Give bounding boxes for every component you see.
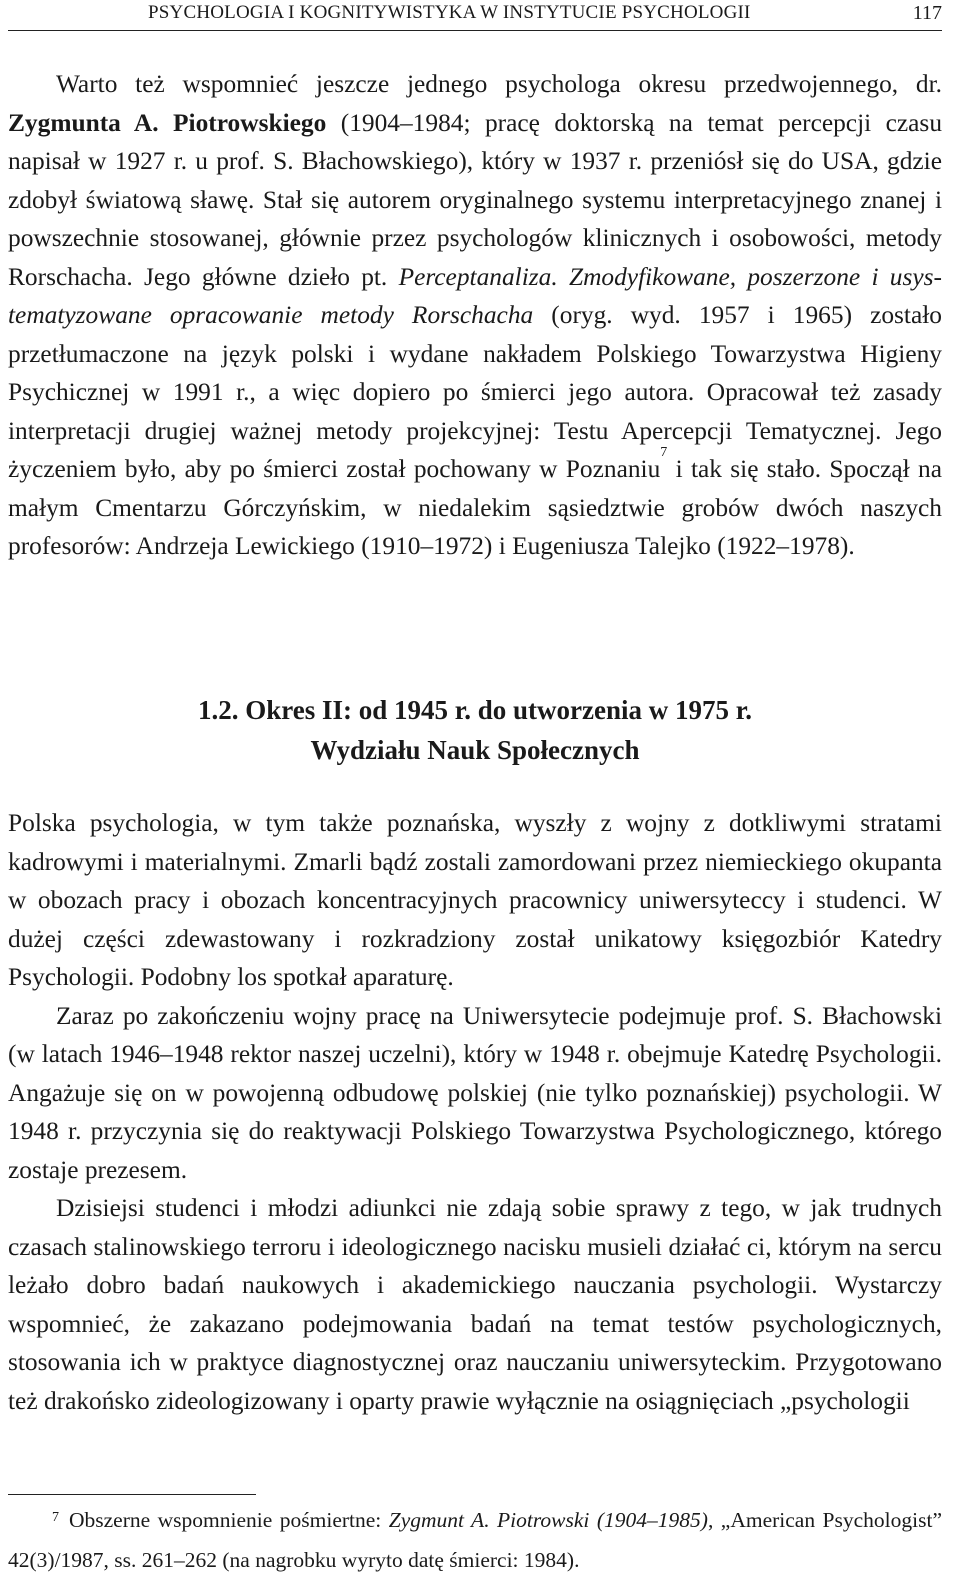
section-heading: [8, 690, 942, 770]
italic-title: Zygmunt A. Piotrowski (1904–1985): [388, 1508, 708, 1532]
running-title: PSYCHOLOGIA I KOGNITYWISTYKA W INSTYTUCIE PSYCHOLOGII: [148, 2, 751, 23]
section-body: [8, 804, 942, 1420]
body-paragraph-piotrowski: [8, 65, 942, 566]
footnote: [8, 1502, 942, 1578]
text-run: (1904–1984; pracę doktorską na temat percepcji czasu napisał w 1927 r. u prof. S. Błachowskiego), który w 1937 r. przeniósł się do USA, gdzie zdobył światową sławę. Stał się autorem oryginalnego systemu interpretacyjnego znanej i powszechnie stosowanej, głównie przez psychologów klinicznych i osobowości, metody Rorschacha. Jego główne dzieło pt.: [8, 108, 943, 291]
footnote-reference: 7: [660, 445, 668, 460]
text-run: Obszerne wspomnienie pośmiertne:: [69, 1508, 389, 1532]
footnote-separator: [8, 1494, 256, 1495]
text-run: i tak się stało. Spoczął na małym Cmentarzu Górczyńskim, w niedalekim sąsiedztwie grobów dwóch naszych profesorów: Andrzeja Lewickiego (1910–1972) i Eugeniusza Talejko (1922–1978).: [8, 455, 942, 560]
bold-name: Zygmunta A. Piotrowskiego: [8, 108, 327, 137]
section-heading-line: Wydziału Nauk Społecznych: [310, 735, 640, 765]
text-run: , „American Psychologist” 42(3)/1987, ss. 261–262 (na nagrobku wyryto datę śmierci: 1984).: [8, 1508, 942, 1572]
paragraph: Zaraz po zakończeniu wojny pracę na Uniwersytecie podejmuje prof. S. Błachowski (w latach 1946–1948 rektor naszej uczelni), który w 1948 r. obejmuje Katedrę Psychologii. Angażuje się on w powojenną odbudowę polskiej (nie tylko poznańskiej) psychologii. W 1948 r. przyczynia się do reaktywacji Polskiego Towarzystwa Psychologicznego, którego zostaje prezesem.: [8, 1001, 942, 1184]
paragraph: Polska psychologia, w tym także poznańska, wyszły z wojny z dotkliwymi stratami kadrowymi i materialnymi. Zmarli bądź zostali zamordowani przez niemieckiego okupanta w obozach pracy i obozach koncentracyjnych pracownicy uniwersyteccy i studenci. W dużej części zdewastowany i rozkradziony został unikatowy księgozbiór Katedry Psychologii. Podobny los spotkał aparaturę.: [8, 809, 942, 991]
page-header: [8, 0, 942, 31]
footnote-number: 7: [52, 1510, 59, 1525]
footnote-text: [8, 1502, 942, 1578]
section-heading-line: 1.2. Okres II: od 1945 r. do utworzenia w 1975 r.: [197, 695, 753, 725]
paragraph: Dzisiejsi studenci i młodzi adiunkci nie zdają sobie sprawy z tego, w jak trudnych czasach stalinowskiego terroru i ideologicznego nacisku musieli działać ci, którym na sercu leżało dobro badań naukowych i akademickiego nauczania psychologii. Wystarczy wspomnieć, że zakazano podejmowania badań na temat testów psychologicznych, stosowania ich w praktyce diagnostycznej oraz nauczaniu uniwersyteckim. Przygotowano też drakońsko zideologizowany i oparty prawie wyłącznie na osiągnięciach „psychologii: [8, 1194, 942, 1415]
paragraph: [8, 65, 942, 566]
italic-title: Perceptanaliza. Zmodyfikowane, poszerzone i usystematyzowane opracowanie metody Rorschacha: [8, 262, 942, 329]
page-number: 117: [912, 2, 942, 24]
text-run: Warto też wspomnieć jeszcze jednego psychologa okresu przedwojennego, dr.: [56, 70, 942, 98]
text-run: (oryg. wyd. 1957 i 1965) zostało przetłumaczone na język polski i wydane nakładem Polskiego Towarzystwa Higieny Psychicznej w 1991 r., a więc dopiero po śmierci jego autora. Opracował też zasady interpretacji drugiej ważnej metody projekcyjnej: Testu Apercepcji Tematycznej. Jego życzeniem było, aby po śmierci został pochowany w Poznaniu: [8, 301, 943, 483]
